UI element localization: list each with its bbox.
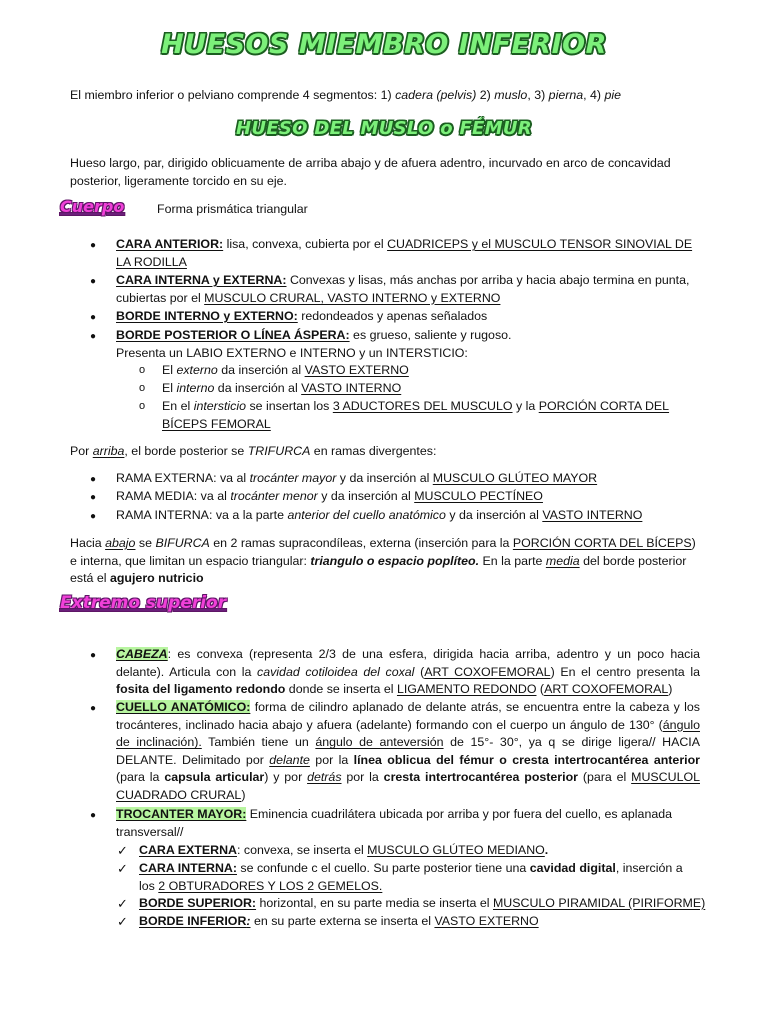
bullet-icon: ● bbox=[90, 492, 97, 503]
list-item: CARA INTERNA y EXTERNA: Convexas y lisas, más anchas por arriba y hacia abajo termina en punta, cubiertas por el MUSCULO CRURAL, VASTO INTERNO y EXTERNO bbox=[116, 273, 690, 305]
list-item: CABEZA: es convexa (representa 2/3 de una esfera, dirigida hacia arriba, adentro y un poco hacia delante). Articula con la cavidad cotiloidea del coxal (ART COXOFEMORAL) En el centro presenta la fosita del ligamento redondo donde se inserta el LIGAMENTO REDONDO (ART COXOFEMORAL) bbox=[116, 647, 700, 697]
checkmark-icon: ✓ bbox=[117, 843, 128, 858]
sub-list-item: En el intersticio se insertan los 3 ADUCTORES DEL MUSCULO y la PORCIÓN CORTA DEL BÍCEPS FEMORAL bbox=[162, 399, 670, 431]
circle-bullet-icon: o bbox=[139, 364, 146, 376]
bullet-icon: ● bbox=[90, 240, 97, 251]
bullet-icon: ● bbox=[90, 511, 97, 522]
abajo-paragraph: Hacia abajo se BIFURCA en 2 ramas supracondíleas, externa (inserción para la PORCIÓN CORTA DEL BÍCEPS) e interna, que limitan un espacio triangular: triangulo o espacio poplíteo. En la parte media del borde posterior está el agujero nutricio bbox=[70, 536, 696, 586]
bullet-icon: ● bbox=[90, 474, 97, 485]
bullet-icon: ● bbox=[90, 810, 97, 821]
bullet-icon: ● bbox=[90, 703, 97, 714]
circle-bullet-icon: o bbox=[139, 400, 146, 412]
femur-description: Hueso largo, par, dirigido oblicuamente de arriba abajo y de afuera adentro, incurvado en arco de concavidad posterior, ligeramente torcido en su eje. bbox=[70, 156, 671, 188]
list-item: BORDE INTERNO y EXTERNO: redondeados y apenas señalados bbox=[116, 309, 488, 323]
arriba-paragraph: Por arriba, el borde posterior se TRIFURCA en ramas divergentes: bbox=[70, 444, 437, 458]
extremo-heading: Extremo superior bbox=[60, 593, 227, 613]
cuerpo-note: Forma prismática triangular bbox=[157, 202, 308, 216]
checkmark-icon: ✓ bbox=[117, 861, 128, 876]
check-item: CARA INTERNA: se confunde c el cuello. Su parte posterior tiene una cavidad digital, inserción a los 2 OBTURADORES Y LOS 2 GEMELOS. bbox=[139, 861, 683, 893]
intro-paragraph: El miembro inferior o pelviano comprende 4 segmentos: 1) cadera (pelvis) 2) muslo, 3) pierna, 4) pie bbox=[70, 88, 622, 102]
list-item: RAMA EXTERNA: va al trocánter mayor y da inserción al MUSCULO GLÚTEO MAYOR bbox=[116, 471, 598, 485]
list-item: TROCANTER MAYOR: Eminencia cuadrilátera ubicada por arriba y por fuera del cuello, es aplanada transversal// bbox=[116, 807, 673, 839]
sub-list-item: El externo da inserción al VASTO EXTERNO bbox=[162, 363, 409, 377]
list-item: BORDE POSTERIOR O LÍNEA ÁSPERA: es grueso, saliente y rugoso. Presenta un LABIO EXTERNO e INTERNO y un INTERSTICIO: bbox=[116, 328, 512, 360]
bullet-icon: ● bbox=[90, 650, 97, 661]
list-item: CARA ANTERIOR: lisa, convexa, cubierta por el CUADRICEPS y el MUSCULO TENSOR SINOVIAL DE LA RODILLA bbox=[116, 237, 693, 269]
check-item: BORDE SUPERIOR: horizontal, en su parte media se inserta el MUSCULO PIRAMIDAL (PIRIFORME) bbox=[139, 896, 706, 910]
circle-bullet-icon: o bbox=[139, 382, 146, 394]
checkmark-icon: ✓ bbox=[117, 896, 128, 911]
bullet-icon: ● bbox=[90, 312, 97, 323]
check-item: CARA EXTERNA: convexa, se inserta el MUSCULO GLÚTEO MEDIANO. bbox=[139, 843, 549, 857]
checkmark-icon: ✓ bbox=[117, 914, 128, 929]
list-item: RAMA MEDIA: va al trocánter menor y da inserción al MUSCULO PECTÍNEO bbox=[116, 489, 543, 503]
document-title: HUESOS MIEMBRO INFERIOR bbox=[161, 29, 607, 60]
section-subtitle: HUESO DEL MUSLO o FÉMUR bbox=[236, 118, 532, 139]
sub-list-item: El interno da inserción al VASTO INTERNO bbox=[162, 381, 402, 395]
bullet-icon: ● bbox=[90, 331, 97, 342]
list-item: RAMA INTERNA: va a la parte anterior del cuello anatómico y da inserción al VASTO INTERNO bbox=[116, 508, 643, 522]
check-item: BORDE INFERIOR: en su parte externa se inserta el VASTO EXTERNO bbox=[139, 914, 539, 928]
cuerpo-heading: Cuerpo bbox=[60, 197, 125, 216]
bullet-icon: ● bbox=[90, 276, 97, 287]
list-item: CUELLO ANATÓMICO: forma de cilindro aplanado de delante atrás, se encuentra entre la cabeza y los trocánteres, inclinado hacia abajo y afuera (adelante) formando con el cuerpo un ángulo de 130° (ángulo de inclinación). También tiene un ángulo de anteversión de 15°- 30°, ya q se dirige ligera// HACIA DELANTE. Delimitado por delante por la línea oblicua del fémur o cresta intertrocantérea anterior (para la capsula articular) y por detrás por la cresta intertrocantérea posterior (para el MUSCULOL CUADRADO CRURAL) bbox=[116, 700, 700, 802]
